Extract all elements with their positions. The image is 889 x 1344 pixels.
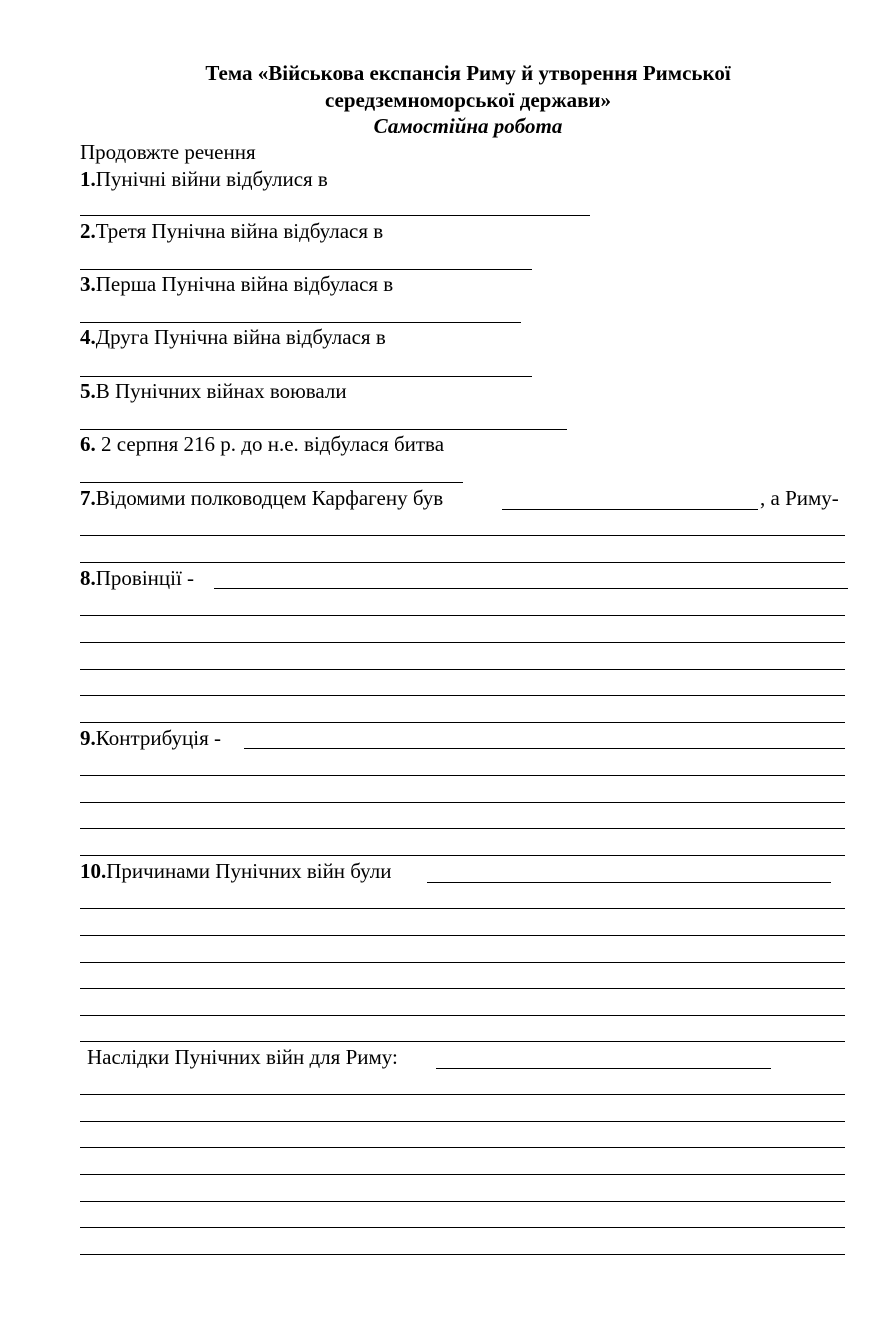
worksheet-title-line2: середземноморської держави»: [324, 88, 612, 112]
answer-line[interactable]: [80, 1254, 845, 1255]
question-text: Друга Пунічна війна відбулася в: [95, 325, 386, 349]
answer-line[interactable]: [80, 1015, 845, 1016]
question-text: 2 серпня 216 р. до н.е. відбулася битва: [95, 432, 445, 456]
question-10: [80, 858, 391, 884]
inline-answer-line[interactable]: [214, 588, 848, 589]
question-number: 9.: [80, 726, 96, 750]
question-6: [80, 431, 444, 457]
answer-line[interactable]: [80, 695, 845, 696]
answer-line[interactable]: [80, 1094, 845, 1095]
question-3: [80, 271, 393, 297]
answer-line[interactable]: [80, 722, 845, 723]
question-text: В Пунічних війнах воювали: [95, 379, 347, 403]
question-text: Контрибуція -: [95, 726, 221, 750]
question-number: 1.: [80, 167, 96, 191]
answer-line[interactable]: [80, 1121, 845, 1122]
consequences-prompt: Наслідки Пунічних війн для Риму:: [87, 1045, 398, 1069]
question-9: [80, 725, 221, 751]
worksheet-subtitle: Самостійна робота: [373, 114, 563, 138]
answer-line[interactable]: [80, 855, 845, 856]
answer-line[interactable]: [80, 215, 590, 216]
question-text: Перша Пунічна війна відбулася в: [95, 272, 394, 296]
answer-line[interactable]: [80, 669, 845, 670]
question-2: [80, 218, 383, 244]
question-7: [80, 485, 443, 511]
inline-answer-line[interactable]: [244, 748, 845, 749]
question-text: Відомими полководцем Карфагену був: [95, 486, 444, 510]
answer-line[interactable]: [80, 482, 463, 483]
inline-answer-line[interactable]: [436, 1068, 771, 1069]
question-8: [80, 565, 194, 591]
answer-line[interactable]: [80, 269, 532, 270]
answer-line[interactable]: [80, 908, 845, 909]
question-number: 6.: [80, 432, 96, 456]
question-4: [80, 324, 386, 350]
answer-line[interactable]: [80, 775, 845, 776]
answer-line[interactable]: [80, 988, 845, 989]
answer-line[interactable]: [80, 935, 845, 936]
answer-line[interactable]: [80, 535, 845, 536]
answer-line[interactable]: [80, 322, 521, 323]
answer-line[interactable]: [80, 1227, 845, 1228]
answer-line[interactable]: [80, 1201, 845, 1202]
question-7-continuation: , а Риму-: [760, 486, 839, 510]
answer-line[interactable]: [80, 562, 845, 563]
question-5: [80, 378, 347, 404]
question-number: 7.: [80, 486, 96, 510]
answer-line[interactable]: [80, 1041, 845, 1042]
answer-line[interactable]: [80, 828, 845, 829]
question-number: 3.: [80, 272, 96, 296]
question-text: Третя Пунічна війна відбулася в: [95, 219, 384, 243]
instruction-text: Продовжте речення: [80, 140, 256, 164]
question-number: 10.: [80, 859, 107, 883]
question-text: Причинами Пунічних війн були: [106, 859, 392, 883]
question-text: Пунічні війни відбулися в: [95, 167, 328, 191]
inline-answer-line[interactable]: [502, 509, 758, 510]
answer-line[interactable]: [80, 962, 845, 963]
answer-line[interactable]: [80, 802, 845, 803]
answer-line[interactable]: [80, 642, 845, 643]
answer-line[interactable]: [80, 429, 567, 430]
question-number: 8.: [80, 566, 96, 590]
question-1: [80, 166, 328, 192]
inline-answer-line[interactable]: [427, 882, 831, 883]
answer-line[interactable]: [80, 1174, 845, 1175]
answer-line[interactable]: [80, 1147, 845, 1148]
question-number: 4.: [80, 325, 96, 349]
answer-line[interactable]: [80, 376, 532, 377]
question-number: 5.: [80, 379, 96, 403]
question-text: Провінції -: [95, 566, 195, 590]
worksheet-title: Тема «Військова експансія Риму й утворення Римської: [205, 61, 731, 85]
answer-line[interactable]: [80, 615, 845, 616]
question-number: 2.: [80, 219, 96, 243]
